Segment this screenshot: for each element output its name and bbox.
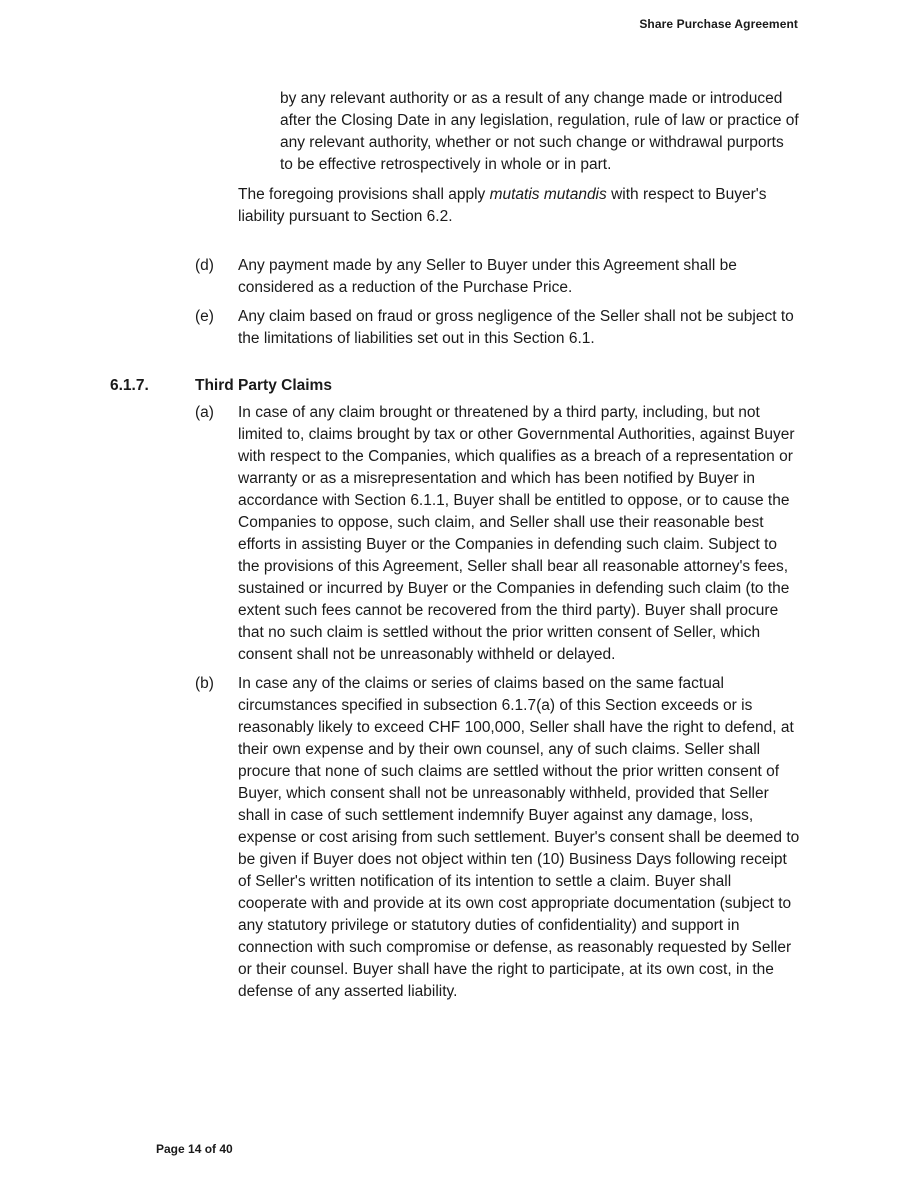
foregoing-text-start: The foregoing provisions shall apply — [238, 186, 490, 203]
clause-label: (d) — [195, 257, 214, 274]
foregoing-italic-phrase: mutatis mutandis — [489, 186, 607, 203]
section-heading — [0, 375, 918, 397]
clause-d — [195, 255, 800, 299]
foregoing-provisions-paragraph — [238, 184, 800, 228]
clause-e — [195, 306, 800, 350]
clause-text: Any payment made by any Seller to Buyer under this Agreement shall be considered as a reduction of the Purchase Price. — [238, 257, 737, 296]
clause-text: In case of any claim brought or threatened by a third party, including, but not limited to, claims brought by tax or other Governmental Authorities, against Buyer with respect to the Companies, which qualifies as a breach of a representation or warranty or as a misrepresentation and which has been notified by Buyer in accordance with Section 6.1.1, Buyer shall be entitled to oppose, or to cause the Companies to oppose, such claim, and Seller shall use their reasonable best efforts in assisting Buyer or the Companies in defending such claim. Subject to the provisions of this Agreement, Seller shall bear all reasonable attorney's fees, sustained or incurred by Buyer or the Companies in defending such claim (to the extent such fees cannot be recovered from the third party). Buyer shall procure that no such claim is settled without the prior written consent of Seller, which consent shall not be unreasonably withheld or delayed. — [238, 404, 795, 663]
document-header-title: Share Purchase Agreement — [639, 17, 798, 31]
document-body — [0, 88, 918, 1003]
foregoing-text-end: with respect to Buyer's liability pursuant to Section 6.2. — [238, 186, 767, 225]
page-number: Page 14 of 40 — [156, 1142, 233, 1156]
clause-label: (e) — [195, 308, 214, 325]
clause-label: (a) — [195, 404, 214, 421]
clause-text: Any claim based on fraud or gross negligence of the Seller shall not be subject to the limitations of liabilities set out in this Section 6.1. — [238, 308, 794, 347]
clause-a — [195, 402, 800, 666]
clause-b — [195, 673, 800, 1003]
continuation-paragraph: by any relevant authority or as a result of any change made or introduced after the Closing Date in any legislation, regulation, rule of law or practice of any relevant authority, whether or not such change or withdrawal purports to be effective retrospectively in whole or in part. — [280, 90, 799, 173]
clause-label: (b) — [195, 675, 214, 692]
section-number: 6.1.7. — [110, 377, 149, 394]
clause-text: In case any of the claims or series of claims based on the same factual circumstances specified in subsection 6.1.7(a) of this Section exceeds or is reasonably likely to exceed CHF 100,000, Seller shall have the right to defend, at their own expense and by their own counsel, any of such claims. Seller shall procure that none of such claims are settled without the prior written consent of Buyer, which consent shall not be unreasonably withheld, provided that Seller shall in case of such settlement indemnify Buyer against any damage, loss, expense or cost arising from such settlement. Buyer's consent shall be deemed to be given if Buyer does not object within ten (10) Business Days following receipt of Seller's written notification of its intention to settle a claim. Buyer shall cooperate with and provide at its own cost appropriate documentation (subject to any statutory privilege or statutory duties of confidentiality) and support in connection with such compromise or defense, as reasonably requested by Seller or their counsel. Buyer shall have the right to participate, at its own cost, in the defense of any asserted liability. — [238, 675, 800, 1000]
section-title: Third Party Claims — [195, 377, 332, 394]
